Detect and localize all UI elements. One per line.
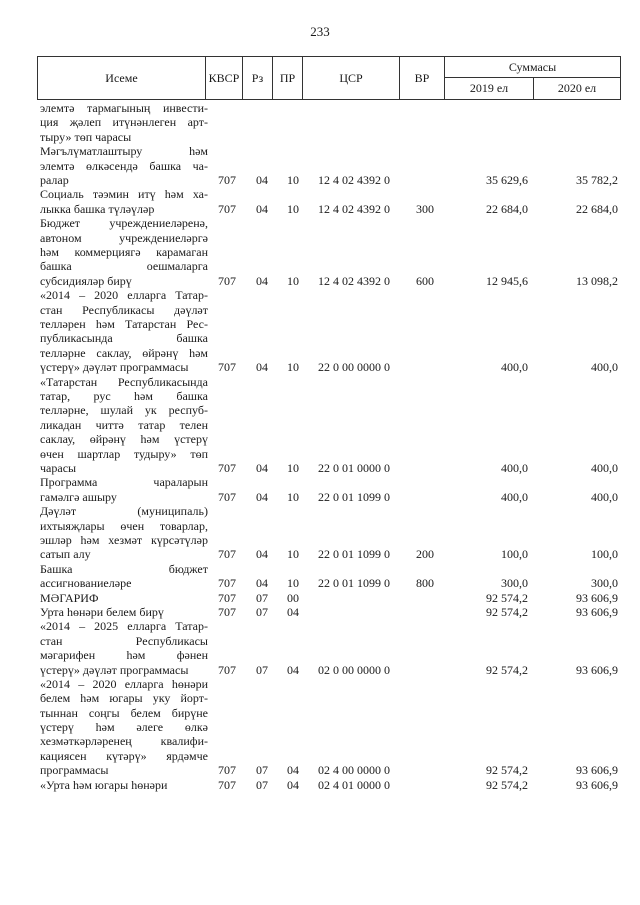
cell-pr: 10: [287, 360, 299, 375]
cell-s20: 93 606,9: [576, 604, 618, 619]
row-name-line: «2014 – 2020 елларга Татар-: [40, 288, 208, 303]
cell-s19: 92 574,2: [486, 763, 528, 778]
row-name: [40, 619, 208, 677]
cell-s20: 100,0: [591, 547, 618, 562]
row-name-line: саклау, өйрәнү һәм үстерү: [40, 432, 208, 447]
row-name-line: белем һәм югары уку йорт-: [40, 691, 208, 706]
table-row: [0, 288, 640, 374]
row-name-line: МӘГАРИФ: [40, 590, 99, 605]
cell-pr: 10: [287, 273, 299, 288]
cell-kvsr: 707: [218, 604, 236, 619]
row-name-line: ция җәлеп итүнәнлеген арт-: [40, 115, 208, 130]
row-name-line: субсидияләр бирү: [40, 273, 132, 288]
table-header: [37, 56, 621, 100]
cell-csr: 02 0 00 0000 0: [318, 662, 390, 677]
row-name-line: автоном учреждениеләргә: [40, 230, 208, 245]
row-name-line: тыру» төп чарасы: [40, 129, 132, 144]
row-name-line: үстерү» дәүләт программасы: [40, 360, 189, 375]
row-name-line: «Татарстан Республикасында: [40, 374, 208, 389]
cell-rz: 04: [256, 172, 268, 187]
row-name-line: сатып алу: [40, 547, 91, 562]
row-name: [40, 187, 208, 216]
row-name-line: башка оешмаларга: [40, 259, 208, 274]
cell-kvsr: 707: [218, 172, 236, 187]
cell-pr: 10: [287, 547, 299, 562]
cell-vr: 800: [416, 576, 434, 591]
cell-kvsr: 707: [218, 590, 236, 605]
header-vr: ВР: [399, 56, 445, 100]
cell-s19: 400,0: [501, 489, 528, 504]
cell-csr: 12 4 02 4392 0: [318, 201, 390, 216]
header-kvsr: КВСР: [205, 56, 243, 100]
cell-kvsr: 707: [218, 576, 236, 591]
row-name-line: үстерү һәм әлеге өлкә: [40, 720, 208, 735]
table-row: [0, 504, 640, 562]
cell-pr: 04: [287, 604, 299, 619]
row-name-line: хезмәткәрләренең квалифи-: [40, 734, 208, 749]
cell-pr: 10: [287, 489, 299, 504]
header-2019: 2019 ел: [444, 77, 534, 100]
cell-kvsr: 707: [218, 763, 236, 778]
cell-s20: 13 098,2: [576, 273, 618, 288]
row-name-line: татар, рус һәм башка: [40, 388, 208, 403]
table-row: [0, 605, 640, 619]
row-name-line: Мәгълүматлаштыру һәм: [40, 144, 208, 159]
cell-pr: 04: [287, 777, 299, 792]
row-name-line: элемтә өлкәсендә башка ча-: [40, 158, 208, 173]
cell-s20: 93 606,9: [576, 662, 618, 677]
table-row: [0, 778, 640, 792]
cell-kvsr: 707: [218, 360, 236, 375]
row-name-line: телләрен һәм Татарстан Рес-: [40, 316, 208, 331]
row-name-line: элемтә тармагының инвести-: [40, 101, 208, 115]
cell-rz: 07: [256, 662, 268, 677]
table-body: [0, 101, 640, 792]
row-name-line: гамәлгә ашыру: [40, 489, 117, 504]
cell-rz: 04: [256, 489, 268, 504]
table-row: [0, 187, 640, 216]
cell-kvsr: 707: [218, 547, 236, 562]
row-name: [40, 475, 208, 504]
row-name: [40, 144, 208, 187]
table-row: [0, 375, 640, 476]
row-name: [40, 504, 208, 562]
row-name: [40, 591, 208, 605]
cell-vr: 300: [416, 201, 434, 216]
cell-s19: 22 684,0: [486, 201, 528, 216]
cell-rz: 04: [256, 201, 268, 216]
cell-s20: 22 684,0: [576, 201, 618, 216]
cell-s19: 400,0: [501, 360, 528, 375]
page-number: 233: [310, 24, 330, 39]
row-name-line: өчен шартлар тудыру» төп: [40, 446, 208, 461]
row-name-line: Социаль тәэмин итү һәм ха-: [40, 187, 208, 202]
cell-s19: 92 574,2: [486, 590, 528, 605]
cell-csr: 02 4 00 0000 0: [318, 763, 390, 778]
table-row: [0, 591, 640, 605]
cell-csr: 02 4 01 0000 0: [318, 777, 390, 792]
header-2020: 2020 ел: [533, 77, 621, 100]
cell-pr: 04: [287, 763, 299, 778]
row-name-line: публикасында башка: [40, 331, 208, 346]
row-name-line: тыннан соңгы белем бирүне: [40, 705, 208, 720]
cell-vr: 600: [416, 273, 434, 288]
cell-s19: 92 574,2: [486, 604, 528, 619]
cell-kvsr: 707: [218, 273, 236, 288]
table-row: [0, 144, 640, 187]
header-name: Исеме: [37, 56, 206, 100]
row-name-line: «2014 – 2020 елларга һөнәри: [40, 676, 208, 691]
row-name-line: ралар: [40, 172, 69, 187]
cell-s19: 300,0: [501, 576, 528, 591]
cell-s20: 400,0: [591, 489, 618, 504]
row-name-line: Урта һөнәри белем бирү: [40, 604, 164, 619]
cell-s19: 12 945,6: [486, 273, 528, 288]
cell-csr: 22 0 01 1099 0: [318, 547, 390, 562]
cell-rz: 04: [256, 547, 268, 562]
cell-csr: 22 0 01 0000 0: [318, 460, 390, 475]
row-name: [40, 375, 208, 476]
header-rz: Рз: [242, 56, 273, 100]
cell-pr: 10: [287, 576, 299, 591]
row-name: [40, 216, 208, 288]
row-name: [40, 562, 208, 591]
row-name-line: үстерү» дәүләт программасы: [40, 662, 189, 677]
cell-s20: 93 606,9: [576, 777, 618, 792]
cell-rz: 07: [256, 763, 268, 778]
cell-s19: 35 629,6: [486, 172, 528, 187]
table-row: [0, 101, 640, 144]
cell-rz: 07: [256, 590, 268, 605]
row-name: [40, 101, 208, 144]
header-csr: ЦСР: [302, 56, 400, 100]
row-name-line: мәгарифен һәм фәнен: [40, 648, 208, 663]
cell-kvsr: 707: [218, 662, 236, 677]
row-name-line: Бюджет учреждениеләренә,: [40, 216, 208, 231]
cell-s20: 35 782,2: [576, 172, 618, 187]
row-name-line: лыкка башка түләүләр: [40, 201, 155, 216]
cell-csr: 22 0 00 0000 0: [318, 360, 390, 375]
cell-pr: 10: [287, 460, 299, 475]
cell-s20: 400,0: [591, 460, 618, 475]
row-name-line: телләрне, шулай ук респуб-: [40, 403, 208, 418]
header-sums: Суммасы: [444, 56, 621, 78]
cell-rz: 04: [256, 576, 268, 591]
cell-s20: 400,0: [591, 360, 618, 375]
row-name-line: Дәүләт (муниципаль): [40, 504, 208, 519]
cell-s20: 300,0: [591, 576, 618, 591]
cell-kvsr: 707: [218, 777, 236, 792]
row-name-line: ихтыяҗлары өчен товарлар,: [40, 518, 208, 533]
cell-kvsr: 707: [218, 489, 236, 504]
cell-pr: 04: [287, 662, 299, 677]
row-name: [40, 605, 208, 619]
row-name-line: ликадан читтә татар телен: [40, 417, 208, 432]
row-name-line: телләрне саклау, өйрәнү һәм: [40, 345, 208, 360]
table-row: [0, 562, 640, 591]
row-name-line: ассигнованиеләре: [40, 576, 132, 591]
row-name-line: «Урта һәм югары һөнәри: [40, 777, 168, 792]
row-name-line: «2014 – 2025 елларга Татар-: [40, 619, 208, 634]
cell-kvsr: 707: [218, 460, 236, 475]
cell-s20: 93 606,9: [576, 763, 618, 778]
cell-s19: 400,0: [501, 460, 528, 475]
table-row: [0, 216, 640, 288]
row-name-line: Башка бюджет: [40, 561, 208, 576]
cell-rz: 07: [256, 777, 268, 792]
cell-s19: 92 574,2: [486, 662, 528, 677]
row-name-line: программасы: [40, 763, 109, 778]
cell-csr: 22 0 01 1099 0: [318, 489, 390, 504]
cell-kvsr: 707: [218, 201, 236, 216]
row-name-line: эшләр һәм хезмәт күрсәтүләр: [40, 532, 208, 547]
row-name: [40, 677, 208, 778]
cell-pr: 00: [287, 590, 299, 605]
cell-csr: 12 4 02 4392 0: [318, 172, 390, 187]
cell-s20: 93 606,9: [576, 590, 618, 605]
header-pr: ПР: [272, 56, 303, 100]
table-row: [0, 475, 640, 504]
cell-rz: 07: [256, 604, 268, 619]
cell-pr: 10: [287, 172, 299, 187]
table-row: [0, 677, 640, 778]
row-name-line: чарасы: [40, 460, 77, 475]
cell-pr: 10: [287, 201, 299, 216]
cell-s19: 92 574,2: [486, 777, 528, 792]
row-name: [40, 288, 208, 374]
cell-csr: 12 4 02 4392 0: [318, 273, 390, 288]
table-row: [0, 619, 640, 677]
row-name-line: стан Республикасы дәүләт: [40, 302, 208, 317]
row-name-line: кациясен күтәрү» ярдәмче: [40, 748, 208, 763]
row-name-line: стан Республикасы: [40, 633, 208, 648]
row-name: [40, 778, 208, 792]
cell-rz: 04: [256, 273, 268, 288]
cell-vr: 200: [416, 547, 434, 562]
cell-rz: 04: [256, 460, 268, 475]
row-name-line: һәм коммерциягә карамаган: [40, 244, 208, 259]
cell-s19: 100,0: [501, 547, 528, 562]
row-name-line: Программа чараларын: [40, 475, 208, 490]
cell-rz: 04: [256, 360, 268, 375]
cell-csr: 22 0 01 1099 0: [318, 576, 390, 591]
